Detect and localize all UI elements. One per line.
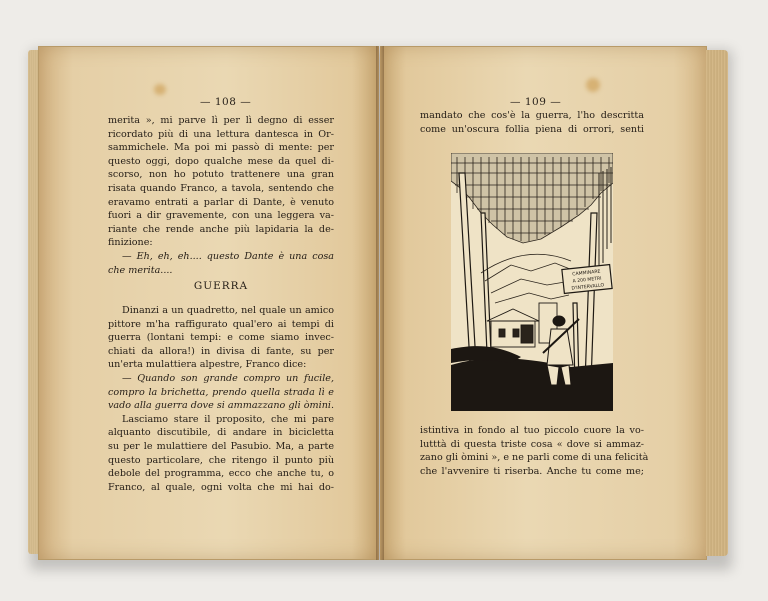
left-text-bottom xyxy=(108,304,334,494)
text-line: istintiva in fondo al tuo piccolo cuore la vo- xyxy=(420,425,644,436)
left-page-number: — 108 — xyxy=(200,96,252,108)
quote-line: vado alla guerra dove si ammazzano gli òmini. xyxy=(108,400,334,412)
text-line: sammichele. Ma poi mi passò di mente: per xyxy=(108,142,334,154)
text-line: debole del programma, ecco che anche tu, o xyxy=(108,468,334,480)
sign-text: D'INTERVALLO xyxy=(571,283,605,292)
text-line: fuori a dir gravemente, con una leggera va- xyxy=(108,210,334,222)
sign-text: CAMMINARE xyxy=(572,269,601,278)
text-line: Dinanzi a un quadretto, nel quale un amico xyxy=(122,305,334,316)
right-text-top xyxy=(420,109,644,136)
text-line: questo oggi, dopo qualche mese da quel di- xyxy=(108,155,334,167)
quote-line: che merita.... xyxy=(108,264,173,276)
war-illustration xyxy=(451,153,613,411)
text-line: eravamo entrati a parlar di Dante, è venuto xyxy=(108,196,334,208)
foxing-spot xyxy=(586,78,600,92)
text-line: pittore m'ha raffigurato qual'ero ai tempi di xyxy=(108,318,334,330)
quote-line: compro la brichetta, prendo quella strada lì e xyxy=(108,386,334,398)
section-heading: GUERRA xyxy=(193,280,249,292)
right-page-number: — 109 — xyxy=(510,96,562,108)
right-page-edges xyxy=(706,50,728,556)
text-line: risata quando Franco, a tavola, sentendo che xyxy=(108,182,334,194)
text-line: come un'oscura follia piena di orrori, senti xyxy=(420,123,644,135)
text-line: lutttà di questa triste cosa « dove si ammaz- xyxy=(420,438,644,450)
text-line: zano gli òmini », e ne parli come di una felicità xyxy=(420,452,649,464)
text-line: questo particolare, che ritengo il punto più xyxy=(108,454,334,466)
text-line: mandato che cos'è la guerra, l'ho descritta xyxy=(420,110,644,121)
left-text-top xyxy=(108,114,334,277)
book-gutter xyxy=(376,46,384,560)
sign-text: A 200 METRI xyxy=(572,276,602,285)
text-line: Lasciamo stare il proposito, che mi pare xyxy=(122,413,334,425)
ground-shadow xyxy=(451,358,613,411)
quote-line: — Eh, eh, eh.... questo Dante è una cosa xyxy=(122,250,334,262)
text-line: merita », mi parve lì per lì degno di esser xyxy=(108,115,334,126)
text-line: un'erta mulattiera alpestre, Franco dice: xyxy=(108,359,307,371)
text-line: Franco, al quale, ogni volta che mi hai do- xyxy=(108,481,334,493)
text-line: ricordato più di una lettura dantesca in Or- xyxy=(108,128,334,140)
text-line: chiati da allora!) in divisa di fante, su per xyxy=(108,345,334,357)
text-line: finizione: xyxy=(108,237,153,249)
warning-sign xyxy=(562,265,612,294)
text-line: guerra (lontani tempi: e come siamo invec- xyxy=(108,332,334,344)
quote-line: — Quando son grande compro un fucile, xyxy=(122,372,334,384)
text-line: scorso, non ho potuto trattenere una gran xyxy=(108,169,334,181)
text-line: su per le mulattiere del Pasubio. Ma, a parte xyxy=(108,440,334,452)
text-line: alquanto discutibile, di andare in bicicletta xyxy=(108,427,334,439)
text-line: riante che rende anche più lapidaria la de- xyxy=(108,223,334,235)
foxing-spot xyxy=(154,84,166,95)
right-text-bottom xyxy=(420,424,649,478)
text-line: che l'avvenire ti riserba. Anche tu come me; xyxy=(420,465,644,477)
